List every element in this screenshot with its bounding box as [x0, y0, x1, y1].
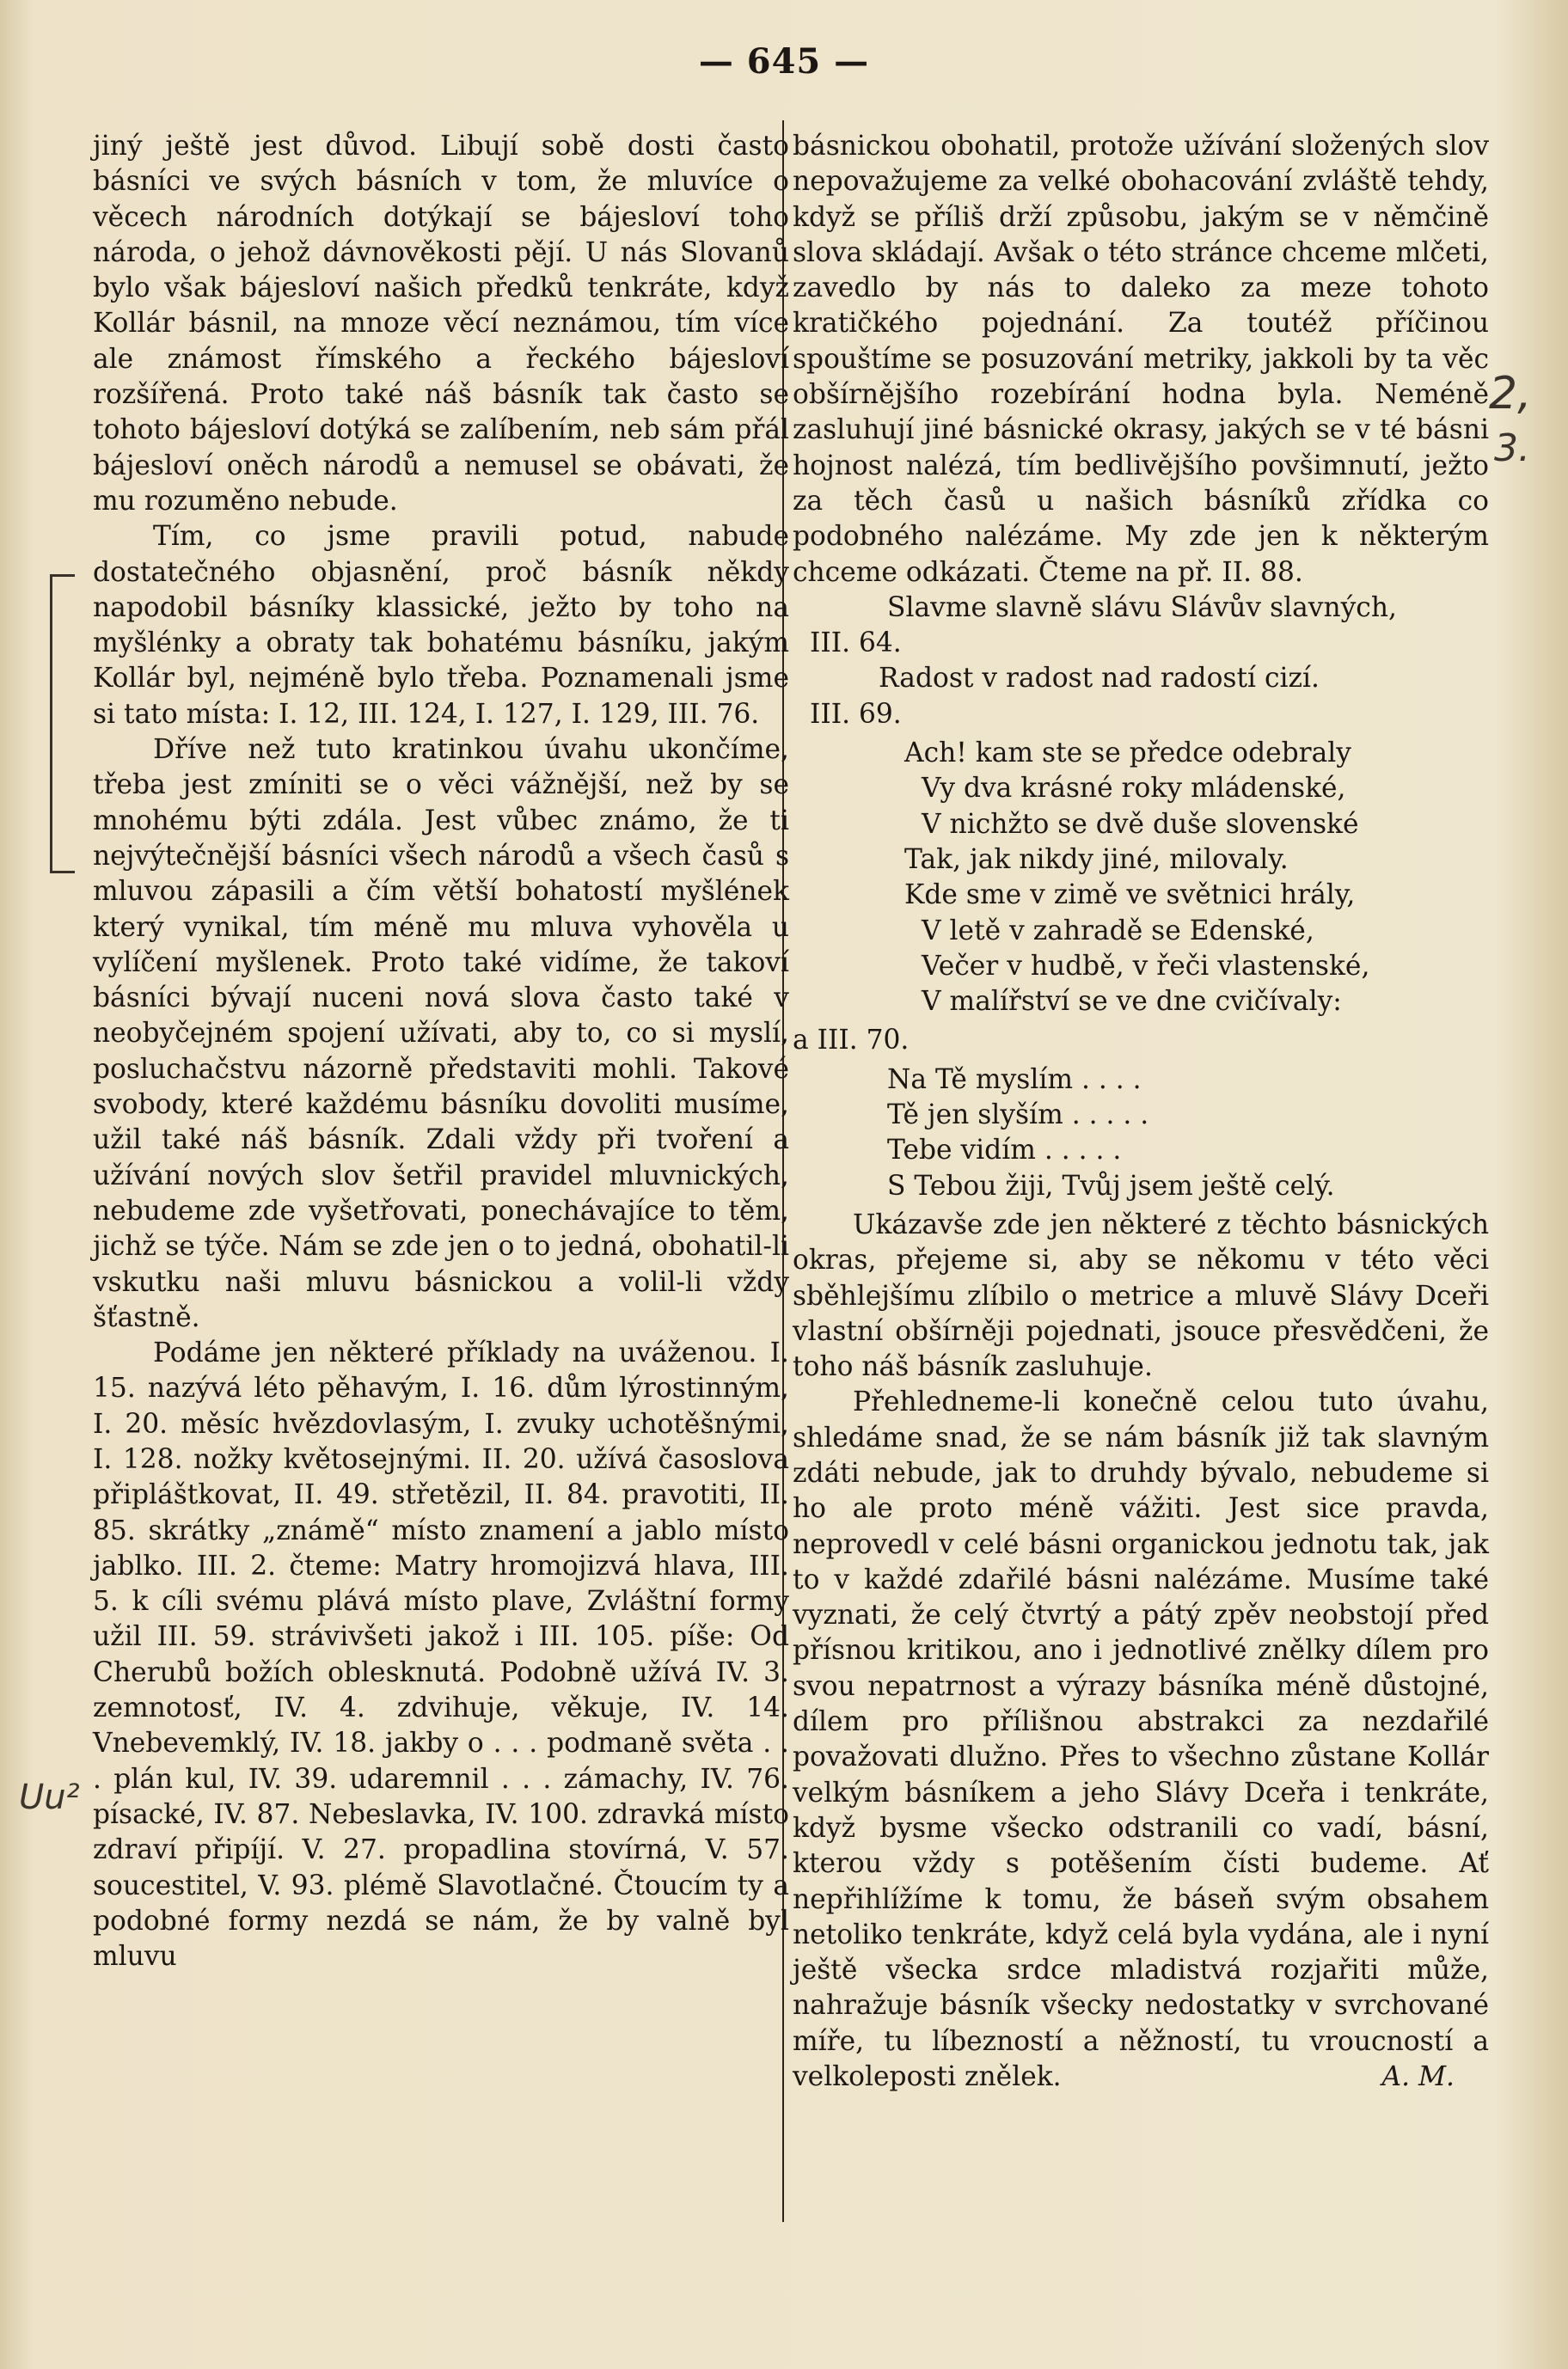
paragraph: Přehledneme-li konečně celou tuto úvahu, shledáme snad, že se nám básník již tak slavným zdáti nebude, jak to druhdy bývalo, nebudeme si ho ale proto méně vážiti. Jest sice pravda, neprovedl v celé básni organickou jednotu tak, jak to v každé zdařilé básni nalézáme. Musíme také vyznati, že celý čtvrtý a pátý zpěv neobstojí před přísnou kritikou, ano i jednotlivé znělky dílem pro svou nepatrnost a výrazy básníka méně důstojné, dílem pro přílišnou abstrakci za nezdařilé považovati dlužno. Přes to všechno zůstane Kollár velkým básníkem a jeho Slávy Dceřa i tenkráte, když bysme všecko odstranili co vadí, básní, kterou vždy s potěšením čísti budeme. Ať nepřihlížíme k tomu, že báseň svým obsahem netoliko tenkráte, když celá byla vydána, ale i nyní ještě všecka srdce mladistvá rozjařiti může, nahražuje básník všecky nedostatky v svrchované míře, tu líbezností a něžností, tu vroucností a velkoleposti znělek. — [793, 1387, 1489, 2093]
margin-note: Uu² — [19, 1778, 80, 1817]
poem-line: V malířství se ve dne cvičívaly: — [922, 986, 1342, 1018]
reference: III. 64. — [810, 627, 902, 659]
paragraph: Podáme jen některé příklady na uváženou. I. 15. nazývá léto pěhavým, I. 16. dům lýrostinným, I. 20. měsíc hvězdovlasým, I. zvuky uchotěšnými, I. 128. nožky květosejnými. II. 20. užívá časoslova připláštkovat, II. 49. střetězil, II. 84. pravotiti, II. 85. skrátky „známě“ místo znamení a jablo místo jablko. III. 2. čteme: Matry hromojizvá hlava, III. 5. k cíli svému plává místo plave, Zvláštní formy užil III. 59. strávivšeti jakož i III. 105. píše: Od Cherubů božích oblesknutá. Podobně užívá IV. 3. zemnotosť, IV. 4. zdvihuje, věkuje, IV. 14. Vnebevemklý, IV. 18. jakby o . . . podmaně světa . . . plán kul, IV. 39. udaremnil . . . zámachy, IV. 76. písacké, IV. 87. Nebeslavka, IV. 100. zdravká místo zdraví připíjí. V. 27. propadlina stovírná, V. 57. soucestitel, V. 93. plémě Slavotlačné. Čtoucím ty a podobné formy nezdá se nám, že by valně byl mluvu — [93, 1338, 789, 1973]
quote-line: Radost v radost nad radostí cizí. — [879, 663, 1320, 695]
poem-line: Vy dva krásné roky mládenské, — [922, 773, 1346, 805]
poem-line: Ach! kam ste se předce odebraly — [904, 738, 1351, 769]
poem-line: Tebe vidím . . . . . — [887, 1135, 1122, 1166]
poem-line: V letě v zahradě se Edenské, — [922, 915, 1314, 946]
signature: A. M. — [1381, 2061, 1455, 2093]
margin-note: 3. — [1494, 426, 1530, 470]
poem-line: Tě jen slyším . . . . . — [887, 1099, 1149, 1131]
paragraph: jiný ještě jest důvod. Libují sobě dosti často básníci ve svých básních v tom, že mluvíce o věcech národních dotýkají se bájesloví toho národa, o jehož dávnověkosti pějí. U nás Slovanů bylo však bájesloví našich předků tenkráte, když Kollár básnil, na mnoze věcí neznámou, tím více ale známost římského a řeckého bájesloví rozšířená. Proto také náš básník tak často se tohoto bájesloví dotýká se zalíbením, neb sám přál bájesloví oněch národů a nemusel se obávati, že mu rozuměno nebude. — [93, 131, 789, 517]
reference: III. 69. — [810, 698, 902, 730]
poem — [793, 1062, 1489, 1204]
paragraph: Dříve než tuto kratinkou úvahu ukončíme, třeba jest zmíniti se o věci vážnější, než by se mnohému býti zdála. Jest vůbec známo, že ti nejvýtečnější básníci všech národů a všech časů s mluvou zápasili a čím větší bohatostí myšlének který vynikal, tím méně mu mluva vyhověla u vylíčení myšlenek. Proto také vidíme, že takoví básníci bývají nuceni nová slova často také v neobyčejném spojení užívati, aby to, co si myslí, posluchačstvu názorně představiti mohli. Takové svobody, které každému básníku dovoliti musíme, užil také náš básník. Zdali vždy při tvoření a užívání nových slov šetřil pravidel mluvnických, nebudeme zde vyšetřovati, ponechávajíce to těm, jichž se týče. Nám se zde jen o to jedná, obohatil-li vskutku naši mluvu básnickou a volil-li vždy šťastně. — [93, 734, 789, 1333]
margin-note: 2, — [1489, 368, 1532, 419]
paragraph: básnickou obohatil, protože užívání složených slov nepovažujeme za velké obohacování zvláště tehdy, když se příliš drží způsobu, jakým se v němčině slova skládají. Avšak o této stránce chceme mlčeti, zavedlo by nás to daleko za meze tohoto kratičkého pojednání. Za toutéž příčinou spouštíme se posuzování metriky, jakkoli by ta věc obšírnějšího rozebírání hodna byla. Neméně zasluhují jiné básnické okrasy, jakých se v té básni hojnost nalézá, tím bedlivějšího povšimnutí, ježto za těch časů u našich básníků zřídka co podobného nalézáme. My zde jen k některým chceme odkázati. Čteme na př. II. 88. — [793, 131, 1489, 588]
poem-line: V nichžto se dvě duše slovenské — [922, 808, 1359, 840]
paragraph: Ukázavše zde jen některé z těchto básnických okras, přejeme si, aby se někomu v této věci sběhlejšímu zlíbilo o metrice a mluvě Slávy Dceři vlastní obšírněji pojednati, jsouce přesvědčeni, že toho náš básník zasluhuje. — [793, 1209, 1489, 1383]
left-column — [93, 129, 789, 1974]
poem-line: Kde sme v zimě ve světnici hrály, — [904, 879, 1356, 911]
quote-line: Slavme slavně slávu Slávův slavných, — [887, 591, 1397, 623]
poem-line: Na Tě myslím . . . . — [887, 1063, 1142, 1095]
poem-line: Večer v hudbě, v řeči vlastenské, — [922, 950, 1370, 982]
paragraph: Tím, co jsme pravili potud, nabude dostatečného objasnění, proč básník někdy napodobil básníky klassické, ježto by toho na myšlénky a obraty tak bohatému básníku, jakým Kollár byl, nejméně bylo třeba. Poznamenali jsme si tato místa: I. 12, III. 124, I. 127, I. 129, III. 76. — [93, 521, 789, 730]
right-column — [793, 129, 1489, 2096]
poem — [793, 736, 1489, 1019]
page-number: — 645 — — [698, 41, 870, 82]
poem-line: Tak, jak nikdy jiné, milovaly. — [904, 843, 1289, 875]
margin-bracket — [50, 574, 75, 873]
reference: a III. 70. — [793, 1025, 910, 1056]
poem-line: S Tebou žiji, Tvůj jsem ještě celý. — [887, 1170, 1335, 1202]
